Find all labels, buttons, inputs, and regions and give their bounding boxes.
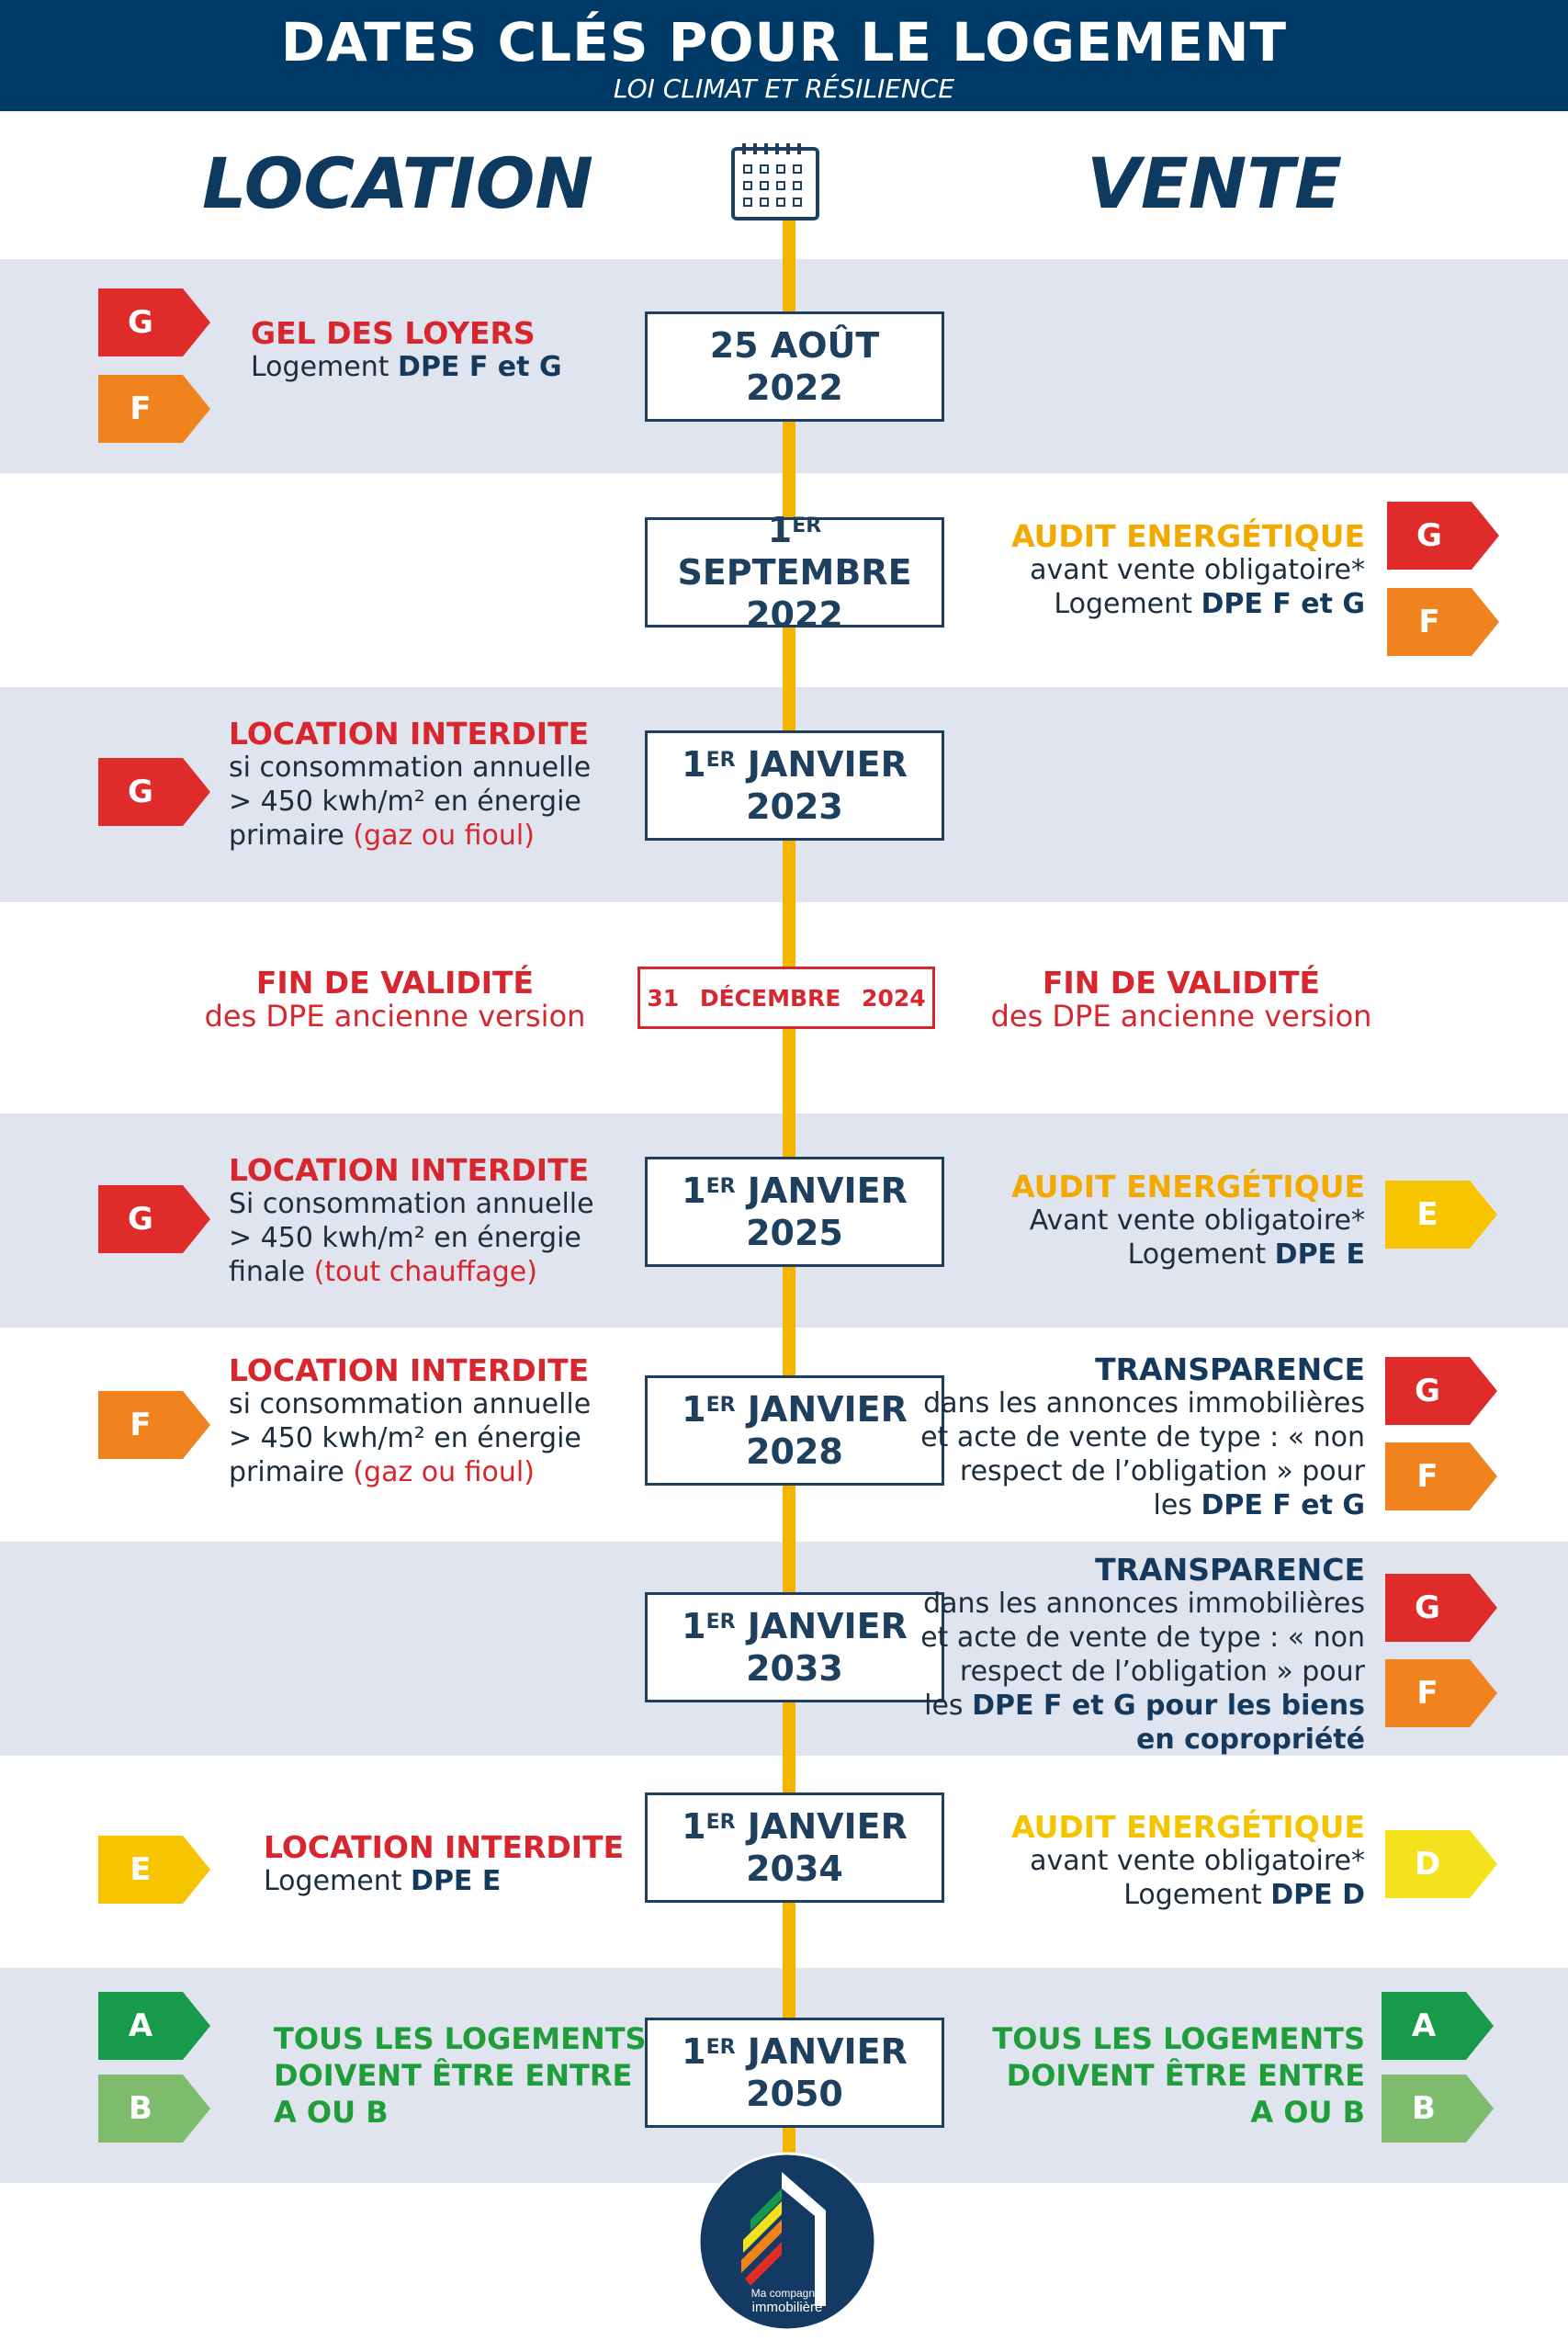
condition-line: > 450 kwh/m² en énergie: [229, 786, 581, 818]
transparence-line: et acte de vente de type : « non: [920, 1421, 1365, 1453]
badge-letter: E: [1416, 1196, 1438, 1233]
audit-title: AUDIT ENERGÉTIQUE: [1011, 1169, 1365, 1204]
location-interdite-2034-block: [264, 1830, 624, 1898]
transparence-text: les: [924, 1690, 964, 1722]
audit-bold: DPE D: [1270, 1879, 1365, 1911]
condition-text: finale: [229, 1256, 306, 1288]
dpe-badge-g: [98, 758, 210, 826]
condition-red: (gaz ou fioul): [353, 820, 535, 852]
fin-validite-text: des DPE ancienne version: [204, 999, 586, 1034]
audit-bold: DPE E: [1274, 1238, 1365, 1271]
dpe-badge-b: [98, 2075, 210, 2143]
date-month: JANVIER: [747, 1389, 908, 1430]
dpe-badge-a: [98, 1992, 210, 2060]
date-day: 25 AOÛT: [709, 325, 880, 366]
location-interdite-title: LOCATION INTERDITE: [229, 716, 590, 752]
tous-line-1: TOUS LES LOGEMENTS: [992, 2021, 1365, 2056]
badge-letter: F: [1416, 1675, 1438, 1712]
dpe-badge-a: [1382, 1992, 1494, 2060]
location-interdite-title: LOCATION INTERDITE: [229, 1152, 590, 1188]
dpe-badge-e: [1385, 1181, 1497, 1249]
calendar-icon: [731, 141, 819, 220]
badge-letter: F: [130, 1407, 152, 1443]
audit-2022-block: [919, 519, 1365, 621]
date-year: 2034: [746, 1849, 843, 1889]
badge-letter: B: [129, 2090, 152, 2127]
gel-text-plain: Logement: [251, 351, 389, 383]
tous-line-1: TOUS LES LOGEMENTS: [274, 2021, 647, 2056]
date-1er-septembre-2022: [645, 510, 944, 635]
fin-validite-title: FIN DE VALIDITÉ: [255, 965, 535, 1001]
gel-title: GEL DES LOYERS: [251, 315, 536, 351]
transparence-line: dans les annonces immobilières: [923, 1588, 1365, 1620]
date-sup: ER: [705, 1394, 736, 1417]
dpe-badge-e: [98, 1836, 210, 1904]
gel-text-bold: DPE F et G: [398, 351, 562, 383]
badge-letter: G: [1415, 1373, 1440, 1409]
badge-letter: G: [1415, 1589, 1440, 1626]
date-day: 1: [767, 510, 793, 550]
dpe-text: Logement: [264, 1865, 402, 1897]
badge-letter: F: [1418, 604, 1440, 640]
audit-text: Logement: [1127, 1238, 1267, 1271]
condition-text: primaire: [229, 820, 344, 852]
tous-line-3: A OU B: [1250, 2095, 1365, 2130]
date-1er-janvier-2050: [645, 2018, 944, 2128]
condition-line: si consommation annuelle: [229, 1388, 592, 1420]
dpe-badge-f: [1385, 1659, 1497, 1727]
date-1er-janvier-2025: [645, 1157, 944, 1267]
header-banner: [0, 0, 1568, 111]
fin-validite-vente: [961, 966, 1402, 1034]
date-day: 1: [682, 1606, 706, 1646]
transparence-text: les: [1153, 1489, 1192, 1521]
dpe-line: [264, 1864, 624, 1898]
date-1er-janvier-2033: [645, 1592, 944, 1702]
transparence-line: [919, 1488, 1365, 1522]
location-column-heading: LOCATION: [202, 142, 593, 224]
page-subtitle: LOI CLIMAT ET RÉSILIENCE: [613, 74, 955, 104]
date-1er-janvier-2023: [645, 730, 944, 841]
condition-line: [229, 1455, 591, 1489]
vente-column-heading: VENTE: [1087, 142, 1343, 224]
date-sup: ER: [792, 514, 822, 537]
date-day-month: [648, 2030, 942, 2073]
audit-line: avant vente obligatoire*: [1030, 1845, 1365, 1877]
dpe-badge-d: [1385, 1830, 1497, 1898]
dpe-badge-f: [1387, 588, 1499, 656]
tous-line-3: A OU B: [274, 2095, 389, 2130]
audit-line: [919, 587, 1365, 621]
date-1er-janvier-2028: [645, 1375, 944, 1486]
transparence-bold: en copropriété: [1135, 1724, 1365, 1756]
transparence-title: TRANSPARENCE: [1095, 1552, 1365, 1588]
audit-line: [919, 1878, 1365, 1912]
condition-line: Si consommation annuelle: [229, 1188, 594, 1220]
dpe-badge-g: [1387, 502, 1499, 570]
tous-logements-vente: [919, 2020, 1365, 2131]
date-month: SEPTEMBRE: [677, 552, 912, 593]
transparence-bold: DPE F et G: [1201, 1489, 1365, 1521]
date-year: 2028: [746, 1431, 843, 1472]
date-sup: ER: [705, 1811, 736, 1834]
badge-letter: G: [128, 304, 153, 341]
ma-compagnie-immobiliere-logo: [697, 2152, 877, 2332]
badge-letter: A: [1411, 2007, 1437, 2044]
dpe-badge-f: [1385, 1442, 1497, 1510]
transparence-line: respect de l’obligation » pour: [959, 1455, 1365, 1487]
tous-line-2: DOIVENT ÊTRE ENTRE: [274, 2058, 633, 2093]
location-interdite-title: LOCATION INTERDITE: [264, 1829, 625, 1865]
condition-red: (tout chauffage): [313, 1256, 537, 1288]
audit-text: Logement: [1054, 588, 1192, 620]
location-interdite-2025-block: [229, 1153, 594, 1289]
logo-line-1: Ma compagnie: [750, 2287, 824, 2300]
date-25-aout-2022: [645, 311, 944, 422]
audit-2025-block: [919, 1170, 1365, 1272]
date-year: 2023: [746, 786, 843, 827]
date-month: JANVIER: [747, 2031, 908, 2072]
date-sup: ER: [705, 1175, 736, 1198]
date-year: 2022: [746, 594, 843, 635]
transparence-bold: DPE F et G pour les biens: [972, 1690, 1365, 1722]
condition-text: primaire: [229, 1456, 344, 1488]
dpe-badge-g: [1385, 1574, 1497, 1642]
badge-letter: F: [130, 390, 152, 427]
transparence-line: et acte de vente de type : « non: [920, 1622, 1365, 1654]
audit-bold: DPE F et G: [1201, 588, 1365, 620]
gel-text: [251, 350, 562, 384]
dpe-badge-b: [1382, 2075, 1494, 2143]
condition-line: > 450 kwh/m² en énergie: [229, 1422, 581, 1454]
date-month: JANVIER: [747, 1170, 908, 1211]
date-sup: ER: [705, 1611, 736, 1634]
tous-logements-location: [274, 2020, 647, 2131]
badge-letter: F: [1416, 1458, 1438, 1495]
transparence-line: [919, 1689, 1365, 1723]
page-title: DATES CLÉS POUR LE LOGEMENT: [280, 11, 1288, 74]
date-year: 2022: [746, 368, 843, 408]
condition-red: (gaz ou fioul): [353, 1456, 535, 1488]
tous-line-2: DOIVENT ÊTRE ENTRE: [1006, 2058, 1365, 2093]
transparence-line: dans les annonces immobilières: [923, 1387, 1365, 1419]
dpe-bold: DPE E: [411, 1865, 502, 1897]
badge-letter: D: [1414, 1846, 1441, 1883]
transparence-line: respect de l’obligation » pour: [959, 1656, 1365, 1688]
dpe-badge-f: [98, 1391, 210, 1459]
condition-line: [229, 819, 591, 853]
dpe-badge-g: [98, 288, 210, 356]
transparence-line: [919, 1723, 1365, 1757]
date-year: 2033: [746, 1648, 843, 1689]
date-31-decembre-2024: 31 DÉCEMBRE 2024: [637, 967, 935, 1029]
dpe-badge-f: [98, 375, 210, 443]
location-interdite-2028-block: [229, 1353, 591, 1489]
date-month: JANVIER: [747, 744, 908, 785]
date-day: 1: [682, 1389, 706, 1430]
fin-validite-location: [175, 966, 615, 1034]
date-day: 1: [682, 1170, 706, 1211]
audit-line: Avant vente obligatoire*: [1029, 1204, 1365, 1237]
fin-validite-text: des DPE ancienne version: [990, 999, 1372, 1034]
transparence-2033-block: [919, 1553, 1365, 1757]
date-day: 1: [682, 1806, 706, 1847]
transparence-2028-block: [919, 1352, 1365, 1522]
date-year: 2025: [746, 1213, 843, 1253]
audit-2034-block: [919, 1810, 1365, 1912]
date-day-month: [648, 1170, 942, 1212]
date-day-month: [648, 1805, 942, 1848]
date-1er-janvier-2034: [645, 1792, 944, 1903]
badge-letter: G: [1416, 517, 1442, 554]
date-year: 2050: [746, 2074, 843, 2114]
date-day-month: [648, 743, 942, 786]
date-day: 1: [682, 2031, 706, 2072]
dpe-badge-g: [1385, 1357, 1497, 1425]
badge-letter: E: [130, 1851, 152, 1888]
condition-line: si consommation annuelle: [229, 752, 592, 784]
fin-validite-title: FIN DE VALIDITÉ: [1042, 965, 1321, 1001]
audit-text: Logement: [1123, 1879, 1262, 1911]
date-month: JANVIER: [747, 1806, 908, 1847]
location-interdite-2023-block: [229, 717, 591, 853]
date-month: JANVIER: [747, 1606, 908, 1646]
transparence-title: TRANSPARENCE: [1095, 1351, 1365, 1387]
date-day-month: [648, 509, 942, 594]
condition-line: > 450 kwh/m² en énergie: [229, 1222, 581, 1254]
logo-line-2: immobilière: [751, 2300, 823, 2315]
date-sup: ER: [705, 2036, 736, 2059]
audit-title: AUDIT ENERGÉTIQUE: [1011, 518, 1365, 554]
condition-line: [229, 1255, 594, 1289]
badge-letter: A: [128, 2007, 153, 2044]
date-day-month: [648, 1388, 942, 1430]
audit-title: AUDIT ENERGÉTIQUE: [1011, 1809, 1365, 1845]
date-day-month: [648, 1605, 942, 1647]
audit-line: avant vente obligatoire*: [1030, 554, 1365, 586]
dpe-badge-g: [98, 1185, 210, 1253]
date-sup: ER: [705, 749, 736, 772]
badge-letter: G: [128, 1201, 153, 1238]
badge-letter: B: [1412, 2090, 1436, 2127]
location-interdite-title: LOCATION INTERDITE: [229, 1352, 590, 1388]
gel-des-loyers-block: [251, 316, 562, 384]
audit-line: [919, 1238, 1365, 1272]
badge-letter: G: [128, 774, 153, 810]
date-day: 1: [682, 744, 706, 785]
